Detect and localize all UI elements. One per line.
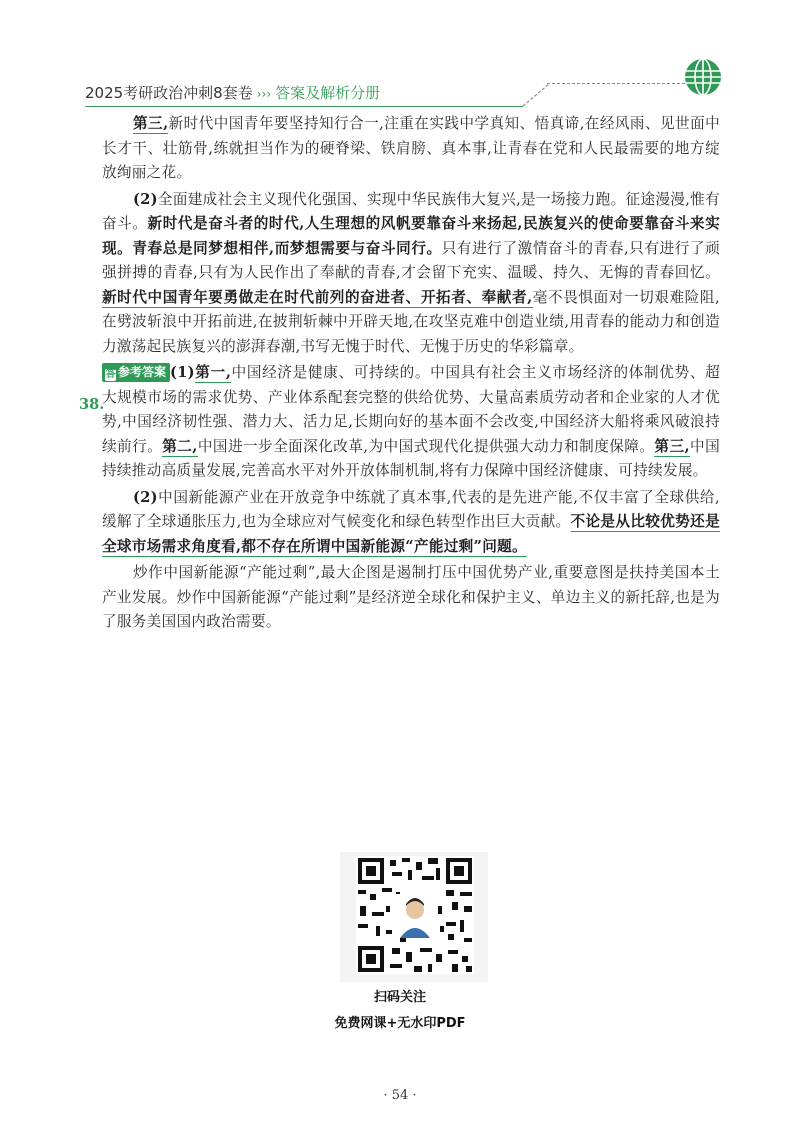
point-lead: 第一,: [194, 364, 232, 381]
paragraph-text: 中国进一步全面深化改革,为中国式现代化提供强大动力和制度保障。: [197, 437, 655, 455]
key-point-underlined: 不论是从比较优势还是全球市场需求角度看,都不存在所谓中国新能源“产能过剩”问题。: [102, 513, 720, 555]
book-title: 2025考研政治冲刺8套卷: [85, 84, 253, 102]
answer-badge-icon: 答: [105, 369, 116, 380]
page-number: · 54 ·: [383, 1088, 417, 1103]
paragraph-text: 中国经济是健康、可持续的。中国具有社会主义市场经济的体制优势、超大规模市场的需求优势、产业体系配套完整的供给优势、大量高素质劳动者和企业家的人才优势,中国经济韧性强、潜力大、活力足,长期向好的基本面不会改变,中国经济大船将乘风破浪持续前行。: [102, 364, 720, 455]
question-38-answer: [102, 361, 720, 484]
section-paragraph: [102, 112, 720, 186]
paragraph-text: 中国新能源产业在开放竞争中练就了真本事,代表的是先进产能,不仅丰富了全球供给,缓解了全球通胀压力,也为全球应对气候变化和绿色转型作出巨大贡献。: [102, 488, 720, 530]
section-paragraph: [102, 188, 720, 360]
section-paragraph: [102, 486, 720, 560]
key-point-text: 新时代是奋斗者的时代,人生理想的风帆要靠奋斗来扬起,民族复兴的使命要靠奋斗来实现。青春总是同梦想相伴,而梦想需要与奋斗同行。: [102, 215, 720, 257]
header-divider-slash: [521, 83, 551, 107]
point-lead: 第二,: [162, 437, 198, 455]
answer-content: [102, 112, 720, 635]
paragraph-text: 全面建成社会主义现代化强国、实现中华民族伟大复兴,是一场接力跑。征途漫漫,惟有奋斗。: [102, 190, 720, 232]
paragraph-text: 毫不畏惧面对一切艰难险阻,在劈波斩浪中开拓前进,在披荆斩棘中开辟天地,在攻坚克难中创造业绩,用青春的能动力和创造力激荡起民族复兴的澎湃春潮,书写无愧于时代、无愧于历史的华彩篇章。: [102, 288, 720, 355]
sub-question-number: (1): [170, 364, 195, 381]
qr-code[interactable]: [340, 852, 488, 982]
paragraph-text: 只有进行了激情奋斗的青春,只有进行了顽强拼搏的青春,只有为人民作出了奉献的青春,才会留下充实、温暖、持久、无悔的青春回忆。: [102, 239, 720, 281]
header-subtitle: 答案及解析分册: [275, 84, 381, 102]
qr-caption-follow: 扫码关注: [373, 990, 426, 1005]
answer-badge-label: 参考答案: [118, 365, 167, 379]
paragraph-text: 炒作中国新能源“产能过剩”,最大企图是遏制打压中国优势产业,重要意图是扶持美国本土产业发展。炒作中国新能源“产能过剩”是经济逆全球化和保护主义、单边主义的新托辞,也是为了服务美国国内政治需要。: [102, 564, 720, 630]
key-point-underlined: 新时代中国青年要勇做走在时代前列的奋进者、开拓者、奉献者,: [102, 288, 533, 306]
point-lead: 第三,: [654, 437, 690, 455]
globe-icon: [683, 57, 723, 97]
section-paragraph: [102, 561, 720, 635]
paragraph-text: 中国持续推动高质量发展,完善高水平对外开放体制机制,将有力保障中国经济健康、可持续发展。: [102, 437, 720, 479]
header-arrows: ›››: [256, 87, 272, 101]
header-title: [85, 82, 380, 103]
sub-question-number: (2): [133, 190, 158, 208]
question-number: 38.: [79, 396, 105, 413]
sub-question-number: (2): [133, 488, 158, 506]
qr-caption-offer: 免费网课+无水印PDF: [334, 1016, 466, 1031]
header-underline: [85, 106, 523, 107]
answer-badge: [102, 363, 170, 382]
point-lead: 第三,: [133, 115, 169, 132]
page-header: [85, 74, 725, 114]
paragraph-text: 新时代中国青年要坚持知行合一,注重在实践中学真知、悟真谛,在经风雨、见世面中长才干、壮筋骨,练就担当作为的硬脊梁、铁肩膀、真本事,让青春在党和人民最需要的地方绽放绚丽之花。: [102, 115, 721, 181]
